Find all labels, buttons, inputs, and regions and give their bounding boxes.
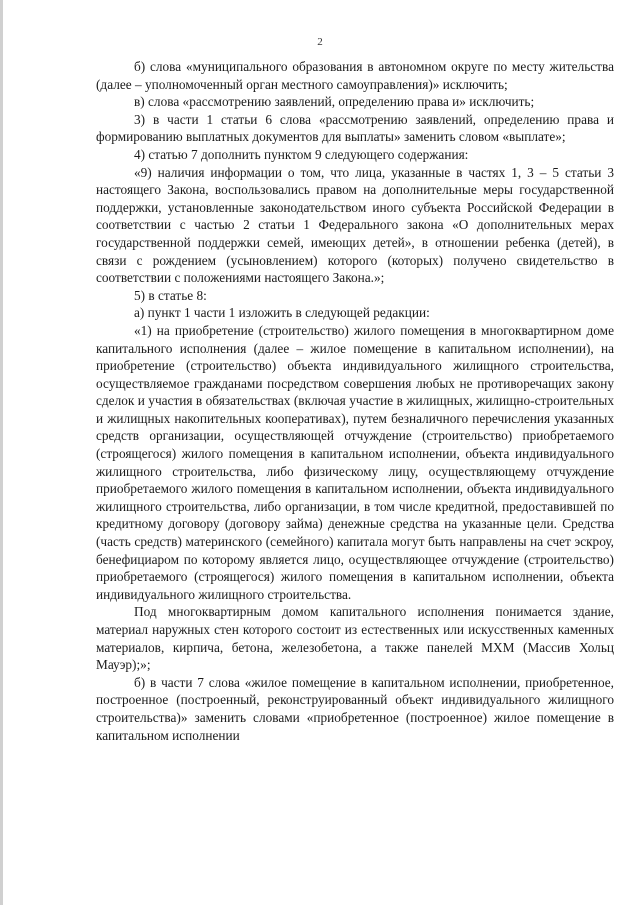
paragraph: 5) в статье 8: (134, 287, 207, 303)
paragraph: б) слова «муниципального образования в автономном округе по месту жительства (далее – уполномоченный орган местного самоуправления)» исключить; (96, 59, 614, 92)
paragraph: а) пункт 1 части 1 изложить в следующей редакции: (134, 305, 430, 321)
paragraph: «9) наличия информации о том, что лица, указанные в частях 1, 3 – 5 статьи 3 настоящего Закона, воспользовались правом на дополнительные меры государственной поддержки, установленные законодательством иного субъекта Российской Федерации в соответствии с частью 2 статьи 1 Федерального закона «О дополнительных мерах государственной поддержки семей, имеющих детей», в отношении ребенка (детей), в связи с рождением (усыновлением) которого (которых) получено свидетельство в соответствии с положениями настоящего Закона.»; (96, 164, 614, 286)
paragraph: «1) на приобретение (строительство) жилого помещения в многоквартирном доме капитального исполнения (далее – жилое помещение в капитальном исполнении), на приобретение (строительство) объекта индивидуального жилищного строительства, осуществляемое гражданами посредством совершения любых не противоречащих закону сделок и участия в обязательствах (включая участие в жилищных, жилищно-строительных и жилищных накопительных кооперативах), путем безналичного перечисления указанных средств организации, осуществляющей отчуждение (строительство) приобретаемого (строящегося) жилого помещения в капитальном исполнении, объекта индивидуального жилищного строительства, либо физическому лицу, осуществляющему отчуждение приобретаемого жилого помещения в капитальном исполнении, объекта индивидуального жилищного строительства, либо организации, в том числе кредитной, предоставившей по кредитному договору (договору займа) денежные средства на указанные цели. Средства (часть средств) материнского (семейного) капитала могут быть направлены на счет эскроу, бенефициаром по которому является лицо, осуществляющее отчуждение (строительство) приобретаемого (строящегося) жилого помещения в капитальном исполнении, объекта индивидуального жилищного строительства. (96, 322, 614, 602)
document-body (96, 58, 614, 744)
paragraph: в) слова «рассмотрению заявлений, определению права и» исключить; (134, 94, 535, 110)
paragraph: Под многоквартирным домом капитального исполнения понимается здание, материал наружных стен которого состоит из естественных или искусственных каменных материалов, кирпича, бетона, железобетона, а также панелей МХМ (Массив Хольц Мауэр);»; (96, 604, 614, 673)
page-edge (0, 0, 3, 905)
page-number: 2 (317, 36, 323, 48)
paragraph: б) в части 7 слова «жилое помещение в капитальном исполнении, приобретенное, построенное (построенный, реконструированный объект индивидуального жилищного строительства)» заменить словами «приобретенное (построенное) жилое помещение в капитальном исполнении (96, 674, 614, 743)
paragraph: 4) статью 7 дополнить пунктом 9 следующего содержания: (134, 146, 469, 162)
paragraph: 3) в части 1 статьи 6 слова «рассмотрению заявлений, определению права и формированию выплатных документов для выплаты» заменить словом «выплате»; (96, 111, 614, 145)
